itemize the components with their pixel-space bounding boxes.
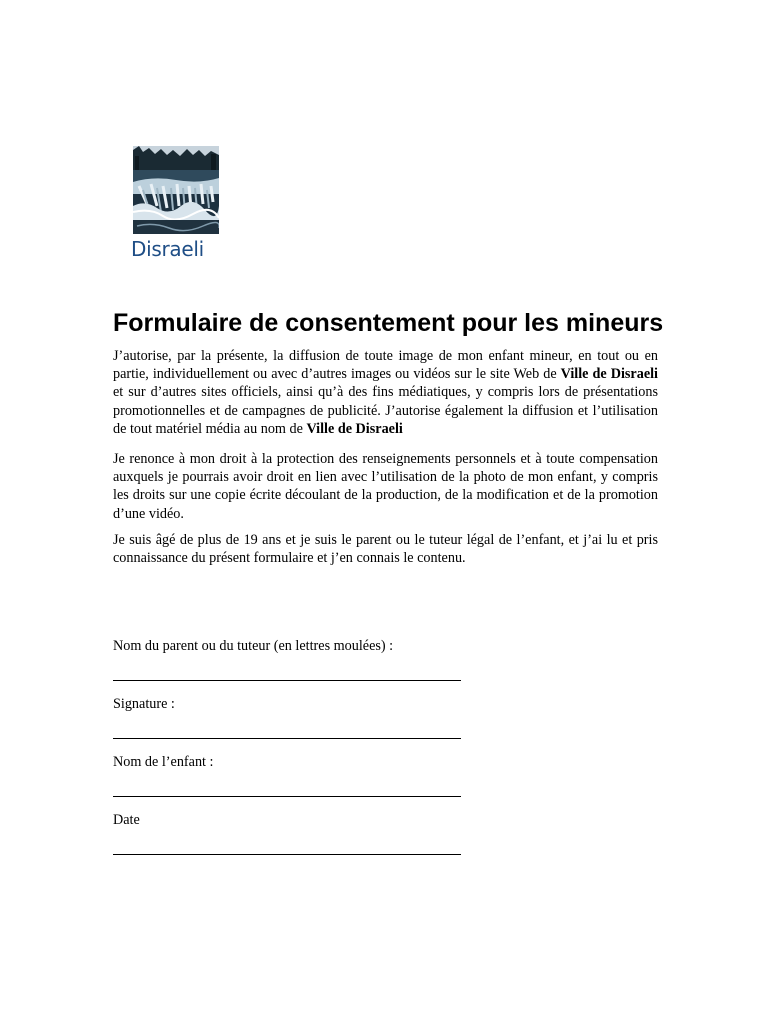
- consent-paragraph: [113, 347, 658, 438]
- parent-name-label: Nom du parent ou du tuteur (en lettres moulées) :: [113, 638, 394, 654]
- city-name-2: Ville de Disraeli: [306, 420, 403, 437]
- signature-line[interactable]: [113, 738, 461, 739]
- logo-text: Disraeli: [131, 237, 204, 261]
- consent-text-2: et sur d’autres sites officiels, ainsi qu’à des fins médiatiques, y compris lors de présentations promotionnelles et de campagnes de publicité. J’autorise également la diffusion et l’utilisation de tout matériel média au nom de: [113, 384, 658, 437]
- age-declaration-paragraph: Je suis âgé de plus de 19 ans et je suis le parent ou le tuteur légal de l’enfant, et j’ai lu et pris connaissance du présent formulaire et j’en connais le contenu.: [113, 532, 658, 567]
- waterfall-photo: [133, 146, 219, 234]
- child-name-label: Nom de l’enfant :: [113, 754, 214, 770]
- parent-name-line[interactable]: [113, 680, 461, 681]
- consent-text-1: J’autorise, par la présente, la diffusion de toute image de mon enfant mineur, en tout ou en partie, individuellement ou avec d’autres images ou vidéos sur le site Web de: [113, 348, 658, 383]
- waiver-paragraph: Je renonce à mon droit à la protection des renseignements personnels et à toute compensation auxquels je pourrais avoir droit en lien avec l’utilisation de la photo de mon enfant, y compris les droits sur une copie écrite découlant de la production, de la modification et de la promotion d’une vidéo.: [113, 451, 658, 522]
- date-line[interactable]: [113, 854, 461, 855]
- signature-label: Signature :: [113, 696, 175, 712]
- page-title: Formulaire de consentement pour les mineurs: [113, 309, 664, 337]
- date-label: Date: [113, 812, 140, 828]
- child-name-line[interactable]: [113, 796, 461, 797]
- city-name-1: Ville de Disraeli: [560, 366, 658, 383]
- disraeli-logo: [131, 146, 221, 266]
